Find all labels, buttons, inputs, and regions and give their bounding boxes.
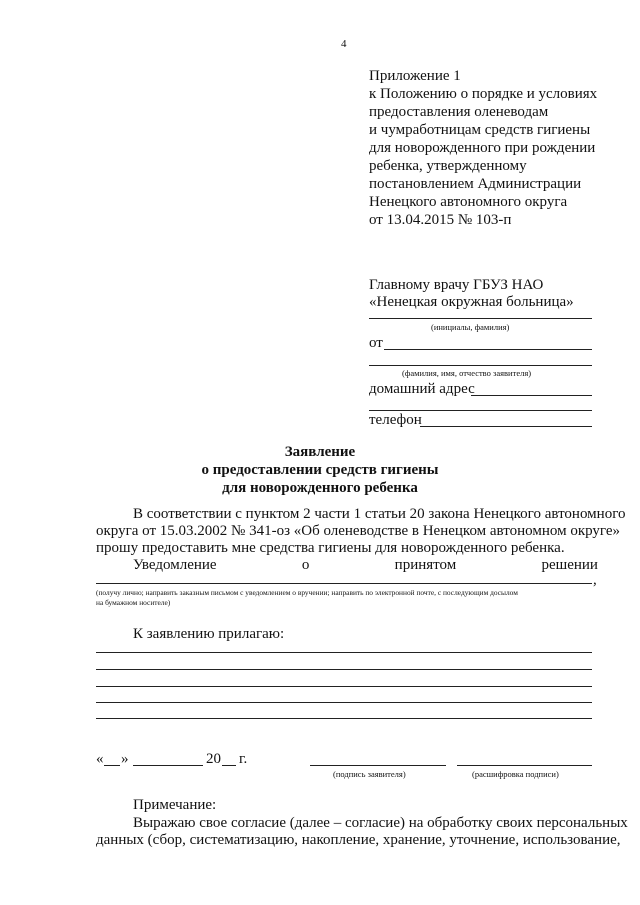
page-number: 4: [341, 38, 347, 50]
body-line3: прошу предоставить мне средства гигиены для новорожденного ребенка.: [96, 540, 565, 556]
notify-comma: ,: [593, 572, 597, 588]
title-line2: о предоставлении средств гигиены: [201, 462, 439, 478]
notify-word: о: [301, 557, 310, 573]
signature-caption: (подпись заявителя): [333, 769, 406, 779]
appendix-line: от 13.04.2015 № 103-п: [369, 212, 512, 228]
attach-line-3[interactable]: [96, 686, 592, 687]
notify-word: решении: [541, 557, 598, 573]
addressee-line1: Главному врачу ГБУЗ НАО: [369, 277, 544, 293]
appendix-line: Ненецкого автономного округа: [369, 194, 568, 210]
notify-caption-line2: на бумажном носителе): [96, 598, 171, 607]
initials-field[interactable]: [369, 318, 592, 319]
from-label: от: [369, 335, 383, 351]
address-field[interactable]: [471, 395, 592, 396]
date-year-field[interactable]: [222, 765, 236, 766]
appendix-line: предоставления оленеводам: [369, 104, 549, 120]
attach-line-5[interactable]: [96, 718, 592, 719]
notify-word: Уведомление: [133, 557, 217, 573]
phone-field[interactable]: [420, 426, 592, 427]
note-line1: Выражаю свое согласие (далее – согласие) на обработку своих персональных: [133, 815, 628, 831]
notify-caption-line1: (получу лично; направить заказным письмом с уведомлением о вручении; направить по электронной почте, с последующим досылом: [96, 588, 518, 597]
title-line3: для новорожденного ребенка: [222, 480, 418, 496]
signature-field[interactable]: [310, 765, 446, 766]
body-line2: округа от 15.03.2002 № 341-оз «Об оленеводстве в Ненецком автономном округе»: [96, 523, 621, 539]
fio-field[interactable]: [369, 365, 592, 366]
note-line2: данных (сбор, систематизацию, накопление, хранение, уточнение, использование,: [96, 832, 621, 848]
year-suffix: г.: [239, 751, 248, 767]
appendix-line: к Положению о порядке и условиях: [369, 86, 598, 102]
signature-decode-field[interactable]: [457, 765, 592, 766]
appendix-line: для новорожденного при рождении: [369, 140, 596, 156]
appendix-line: Приложение 1: [369, 68, 461, 84]
appendix-line: и чумработницам средств гигиены: [369, 122, 591, 138]
note-label: Примечание:: [133, 797, 217, 813]
date-open-quote: «: [96, 751, 104, 767]
title-line1: Заявление: [284, 444, 356, 460]
from-field[interactable]: [384, 349, 592, 350]
attach-line-4[interactable]: [96, 702, 592, 703]
date-close-quote: »: [121, 751, 129, 767]
year-prefix: 20: [206, 751, 221, 767]
initials-caption: (инициалы, фамилия): [431, 322, 510, 332]
appendix-line: ребенка, утвержденному: [369, 158, 527, 174]
attach-line-2[interactable]: [96, 669, 592, 670]
attach-line-1[interactable]: [96, 652, 592, 653]
notify-row: [133, 556, 598, 574]
fio-caption: (фамилия, имя, отчество заявителя): [402, 368, 532, 378]
appendix-block: [369, 67, 629, 229]
addressee-line2: «Ненецкая окружная больница»: [369, 294, 574, 310]
notify-field[interactable]: [96, 583, 592, 584]
date-month-field[interactable]: [133, 765, 203, 766]
address-label: домашний адрес: [369, 381, 475, 397]
appendix-line: постановлением Администрации: [369, 176, 582, 192]
signature-decode-caption: (расшифровка подписи): [472, 769, 559, 779]
phone-label: телефон: [369, 412, 422, 428]
notify-word: принятом: [394, 557, 457, 573]
body-line1: В соответствии с пунктом 2 части 1 статьи 20 закона Ненецкого автономного: [133, 506, 626, 522]
document-title: [170, 443, 470, 497]
date-day-field[interactable]: [104, 765, 120, 766]
attach-label: К заявлению прилагаю:: [133, 626, 285, 642]
